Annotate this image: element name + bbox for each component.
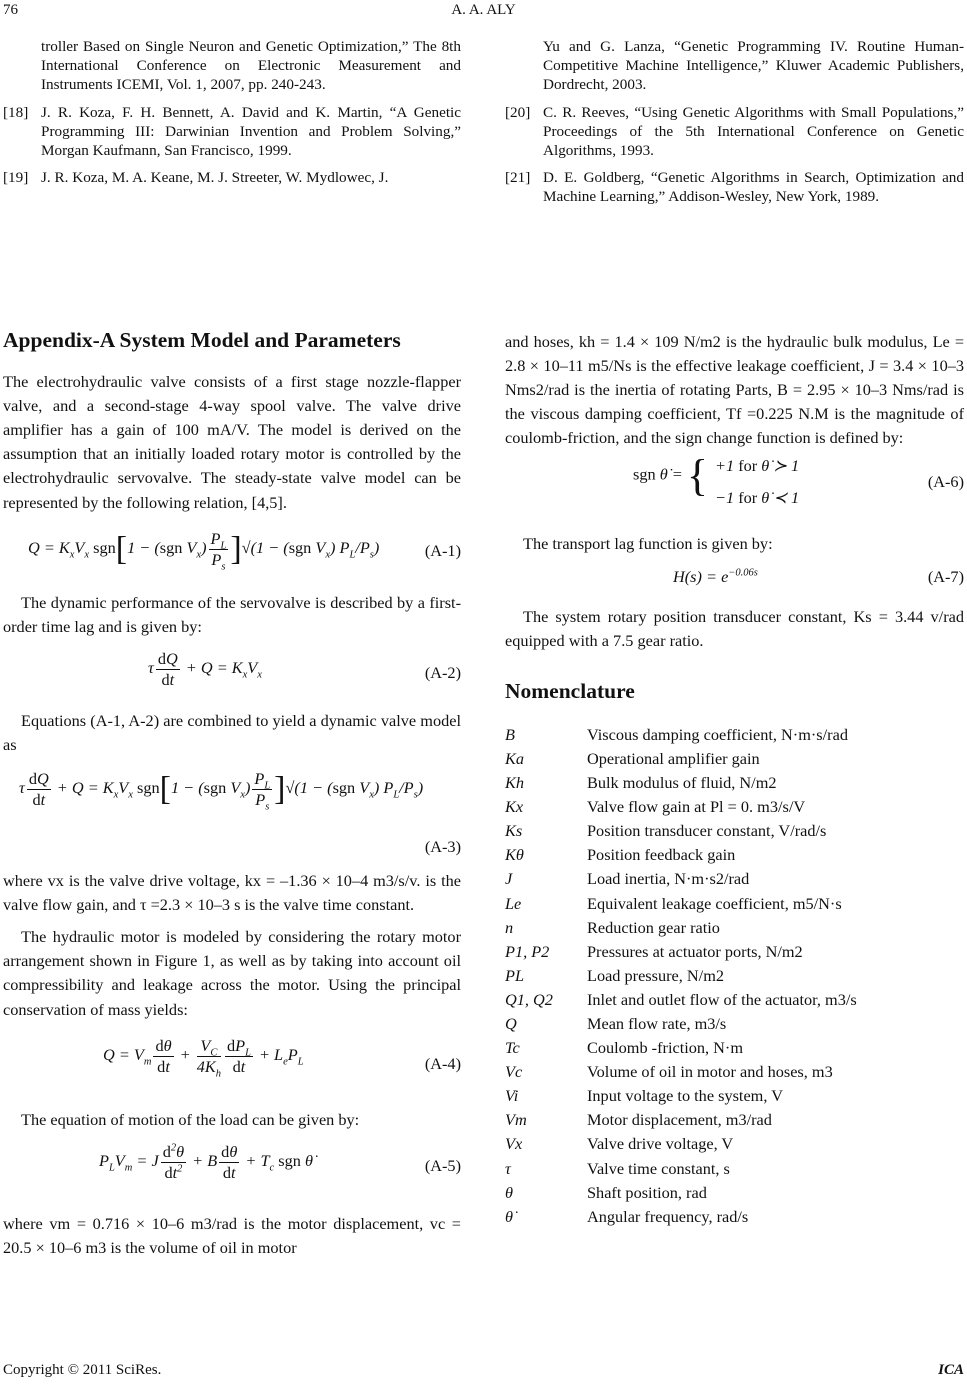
- appendix-heading: Appendix-A System Model and Parameters: [3, 328, 401, 352]
- page-number: 76: [3, 2, 18, 18]
- nomenclature-symbol: Kθ: [505, 845, 524, 865]
- equation-a2: τ $\frac{dQ}{dt}$ + $Q = K_xV_x$ (A-2): [148, 648, 461, 689]
- nomenclature-symbol: Tc: [505, 1038, 520, 1058]
- nomenclature-description: Inlet and outlet flow of the actuator, m3/s: [587, 989, 857, 1009]
- nomenclature-description: Pressures at actuator ports, N/m2: [587, 941, 803, 961]
- running-header: A. A. ALY: [451, 2, 516, 18]
- journal-footer: ICA: [938, 1362, 964, 1378]
- equation-a6: sgn θ̇ = { +1 for θ̇ ≻ 1 −1 for θ̇ ≺ 1 (A-6): [633, 451, 964, 508]
- nomenclature-list: [505, 723, 964, 1229]
- nomenclature-description: Viscous damping coefficient, N·m·s/rad: [587, 724, 848, 744]
- nomenclature-row: [505, 1205, 964, 1229]
- nomenclature-description: Mean flow rate, m3/s: [587, 1013, 727, 1033]
- equation-a1: $Q = K_xV_x$ sgn[1 − (sgn $V_x$) $\frac{P_L}{P_s}$ ]√(1 − (sgn $V_x$) $P_L/P_s$) (A-1): [28, 528, 461, 572]
- nomenclature-row: [505, 843, 964, 867]
- nomenclature-row: [505, 988, 964, 1012]
- nomenclature-description: Input voltage to the system, V: [587, 1086, 783, 1106]
- equation-a4: $Q = V_m$ $\frac{d\theta}{dt}$ + $\frac{V_C}{4K_h}$ $\frac{dP_L}{dt}$ + $L_eP_L$ (A-4): [103, 1035, 461, 1079]
- nomenclature-description: Valve time constant, s: [587, 1158, 730, 1178]
- nomenclature-description: Shaft position, rad: [587, 1182, 707, 1202]
- equation-a3: τ $\frac{dQ}{dt}$ + $Q = K_xV_x$ sgn[1 − (sgn $V_x$) $\frac{P_L}{P_s}$ ]√(1 − (sgn $V_x$) $P_L/P_s$) (A-3): [19, 769, 461, 857]
- nomenclature-symbol: Ka: [505, 748, 525, 768]
- nomenclature-symbol: PL: [505, 965, 525, 985]
- nomenclature-row: [505, 747, 964, 771]
- nomenclature-row: [505, 1012, 964, 1036]
- nomenclature-description: Bulk modulus of fluid, N/m2: [587, 773, 777, 793]
- nomenclature-row: [505, 1108, 964, 1132]
- nomenclature-symbol: Le: [505, 893, 522, 913]
- references-right: [505, 37, 964, 215]
- parameters-column: [505, 330, 964, 1229]
- nomenclature-description: Reduction gear ratio: [587, 917, 720, 937]
- nomenclature-row: [505, 867, 964, 891]
- equation-a7: $H(s) = e^{-0.06s}$ (A-7): [673, 566, 964, 586]
- nomenclature-description: Operational amplifier gain: [587, 748, 760, 768]
- nomenclature-description: Valve drive voltage, V: [587, 1134, 734, 1154]
- paragraph: where vx is the valve drive voltage, kx = –1.36 × 10–4 m3/s/v. is the valve flow gain, and τ =2.3 × 10–3 s is the valve time constant.: [3, 871, 461, 915]
- equation-a5: $P_LV_m = J$ $\frac{d^2\theta}{dt^2}$ + B $\frac{d\theta}{dt}$ + $T_c$ sgn θ̇ (A-5): [99, 1141, 461, 1182]
- paragraph: The transport lag function is given by:: [523, 534, 773, 554]
- nomenclature-description: Motor displacement, m3/rad: [587, 1110, 772, 1130]
- nomenclature-description: Position feedback gain: [587, 845, 736, 865]
- reference-item: [21] D. E. Goldberg, “Genetic Algorithms in Search, Optimization and Machine Learning,” Addison-Wesley, New York, 1989.: [505, 169, 964, 206]
- nomenclature-row: [505, 1060, 964, 1084]
- nomenclature-symbol: B: [505, 724, 515, 744]
- nomenclature-row: [505, 1084, 964, 1108]
- nomenclature-description: Volume of oil in motor and hoses, m3: [587, 1062, 833, 1082]
- paragraph: The equation of motion of the load can be given by:: [21, 1109, 360, 1129]
- nomenclature-symbol: Ks: [505, 821, 523, 841]
- paragraph: Equations (A-1, A-2) are combined to yield a dynamic valve model as: [3, 710, 461, 754]
- nomenclature-row: [505, 723, 964, 747]
- paragraph: and hoses, kh = 1.4 × 109 N/m2 is the hydraulic bulk modulus, Le = 2.8 × 10–11 m5/Ns is the effective leakage coefficient, J = 3.4 × 10–3 Nms2/rad is the inertia of rotating Parts, B = 2.95 × 10–3 Nms/rad is the viscous damping coefficient, Tf =0.225 N.M is the magnitude of coulomb-friction, and the sign change function is defined by:: [505, 332, 964, 448]
- nomenclature-description: Equivalent leakage coefficient, m5/N·s: [587, 893, 842, 913]
- nomenclature-row: [505, 1036, 964, 1060]
- nomenclature-symbol: τ: [505, 1158, 511, 1178]
- nomenclature-symbol: θ̇: [505, 1206, 513, 1226]
- paragraph: The electrohydraulic valve consists of a first stage nozzle-flapper valve, and a second-stage 4-way spool valve. The valve drive amplifier has a gain of 100 mA/V. The model is derived on the assumption that an initially loaded rotary motor is controlled by the electrohydraulic servovalve. The steady-state valve model can be represented by the following relation, [4,5].: [3, 372, 461, 512]
- reference-item: [20] C. R. Reeves, “Using Genetic Algorithms with Small Populations,” Proceedings of the 5th International Conference on Genetic Algorithms, 1993.: [505, 103, 964, 160]
- nomenclature-description: Load inertia, N·m·s2/rad: [587, 869, 750, 889]
- nomenclature-symbol: Vm: [505, 1110, 527, 1130]
- nomenclature-symbol: Kh: [505, 773, 525, 793]
- nomenclature-symbol: P1, P2: [505, 941, 550, 961]
- paragraph: The dynamic performance of the servovalve is described by a first-order time lag and is given by:: [3, 592, 461, 636]
- nomenclature-heading: Nomenclature: [505, 678, 635, 703]
- nomenclature-row: [505, 1157, 964, 1181]
- paragraph: where vm = 0.716 × 10–6 m3/rad is the motor displacement, vc = 20.5 × 10–6 m3 is the volume of oil in motor: [3, 1213, 461, 1257]
- nomenclature-row: [505, 795, 964, 819]
- nomenclature-row: [505, 940, 964, 964]
- nomenclature-row: [505, 1132, 964, 1156]
- nomenclature-description: Valve flow gain at Pl = 0. m3/s/V: [587, 797, 806, 817]
- nomenclature-symbol: Vc: [505, 1062, 523, 1082]
- nomenclature-description: Angular frequency, rad/s: [587, 1206, 749, 1226]
- nomenclature-symbol: Kx: [505, 797, 524, 817]
- nomenclature-symbol: Q1, Q2: [505, 989, 553, 1009]
- copyright-footer: Copyright © 2011 SciRes.: [3, 1362, 162, 1378]
- nomenclature-row: [505, 916, 964, 940]
- nomenclature-description: Coulomb -friction, N·m: [587, 1038, 744, 1058]
- nomenclature-symbol: Vx: [505, 1134, 523, 1154]
- nomenclature-row: [505, 771, 964, 795]
- nomenclature-row: [505, 1181, 964, 1205]
- nomenclature-symbol: Vi: [505, 1086, 519, 1106]
- nomenclature-symbol: n: [505, 917, 514, 937]
- appendix-column: [3, 328, 461, 1260]
- nomenclature-description: Position transducer constant, V/rad/s: [587, 821, 827, 841]
- nomenclature-row: [505, 892, 964, 916]
- references-left: [3, 37, 461, 195]
- nomenclature-symbol: θ: [505, 1182, 513, 1202]
- reference-item: Yu and G. Lanza, “Genetic Programming IV. Routine Human-Competitive Machine Intelligence,” Kluwer Academic Publishers, Dordrecht, 2003.: [543, 38, 964, 94]
- nomenclature-symbol: J: [505, 869, 513, 889]
- paragraph: The hydraulic motor is modeled by considering the rotary motor arrangement shown in Figure 1, as well as by taking into account oil compressibility and leakage across the motor. Using the principal conservation of mass yields:: [3, 927, 461, 1019]
- nomenclature-description: Load pressure, N/m2: [587, 965, 724, 985]
- paragraph: The system rotary position transducer constant, Ks = 3.44 v/rad equipped with a 7.5 gear ratio.: [505, 606, 964, 650]
- reference-item: [19] J. R. Koza, M. A. Keane, M. J. Streeter, W. Mydlowec, J.: [3, 169, 389, 187]
- reference-item: [18] J. R. Koza, F. H. Bennett, A. David and K. Martin, “A Genetic Programming III: Darwinian Invention and Problem Solving,” Morgan Kaufmann, San Francisco, 1999.: [3, 103, 461, 160]
- nomenclature-row: [505, 964, 964, 988]
- nomenclature-symbol: Q: [505, 1013, 517, 1033]
- reference-item: troller Based on Single Neuron and Genetic Optimization,” The 8th International Conference on Electronic Measurement and Instruments ICEMI, Vol. 1, 2007, pp. 240-243.: [41, 38, 461, 94]
- nomenclature-row: [505, 819, 964, 843]
